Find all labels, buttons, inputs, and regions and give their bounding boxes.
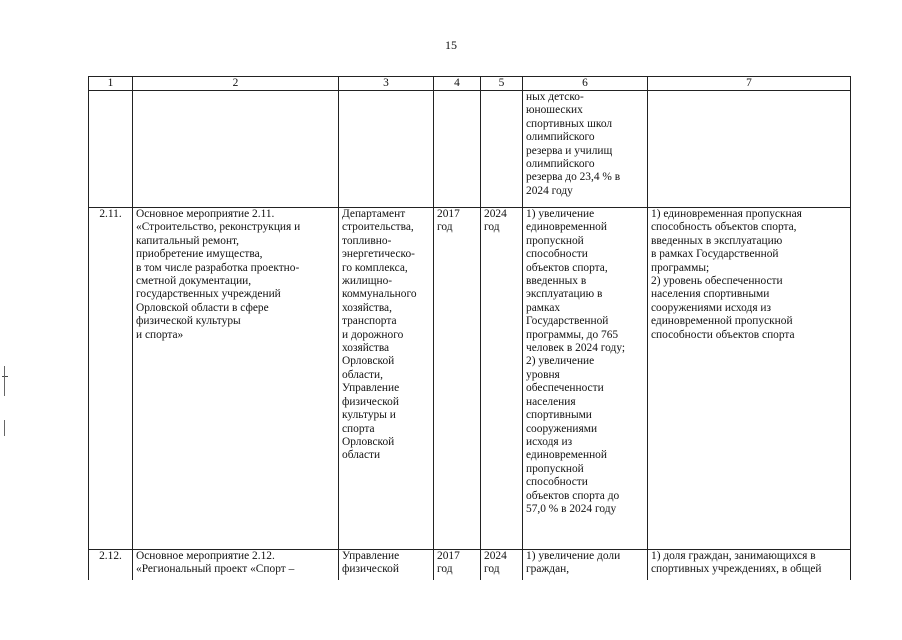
margin-mark	[2, 376, 8, 377]
column-number-row	[89, 77, 851, 91]
measure-name-cell: Основное мероприятие 2.12. «Региональный проект «Спорт –	[133, 550, 339, 610]
column-number: 3	[339, 77, 434, 91]
executor-cell: Департамент строительства, топливно- энергетическо- го комплекса, жилищно- коммунального хозяйства, транспорта и дорожного хозяйства Орловской области, Управление физической культуры и спорта Орловской области	[339, 208, 434, 550]
measure-name-cell	[133, 91, 339, 208]
row-number-cell	[89, 91, 133, 208]
page-number: 15	[445, 38, 457, 52]
expected-result-cell: 1) увеличение доли граждан,	[523, 550, 648, 610]
executor-cell: Управление физической	[339, 550, 434, 610]
end-year-cell: 2024 год	[481, 208, 523, 550]
row-number-cell: 2.11.	[89, 208, 133, 550]
executor-cell	[339, 91, 434, 208]
end-year-cell: 2024 год	[481, 550, 523, 610]
margin-tick	[4, 366, 5, 396]
table-row	[89, 208, 851, 550]
table-row	[89, 91, 851, 208]
end-year-cell	[481, 91, 523, 208]
column-number: 4	[434, 77, 481, 91]
column-number: 6	[523, 77, 648, 91]
expected-result-cell: ных детско- юношеских спортивных школ олимпийского резерва и училищ олимпийского резерва до 23,4 % в 2024 году	[523, 91, 648, 208]
column-number: 2	[133, 77, 339, 91]
row-number-cell: 2.12.	[89, 550, 133, 610]
column-number: 1	[89, 77, 133, 91]
start-year-cell	[434, 91, 481, 208]
indicator-cell: 1) единовременная пропускная способность объектов спорта, введенных в эксплуатацию в рамках Государственной программы; 2) уровень обеспеченности населения спортивными сооружениями исходя из единовременной пропускной способности объектов спорта	[648, 208, 851, 550]
start-year-cell: 2017 год	[434, 550, 481, 610]
page-bottom-margin	[0, 580, 902, 640]
column-number: 7	[648, 77, 851, 91]
expected-result-cell: 1) увеличение единовременной пропускной способности объектов спорта, введенных в эксплуатацию в рамках Государственной программы, до 765 человек в 2024 году; 2) увеличение уровня обеспеченности населения спортивными сооружениями исходя из единовременной пропускной способности объектов спорта до 57,0 % в 2024 году	[523, 208, 648, 550]
column-number: 5	[481, 77, 523, 91]
measure-name-cell: Основное мероприятие 2.11. «Строительство, реконструкция и капитальный ремонт, приобретение имущества, в том числе разработка проектно- сметной документации, государственных учреждений Орловской области в сфере физической культуры и спорта»	[133, 208, 339, 550]
indicator-cell: 1) доля граждан, занимающихся в спортивных учреждениях, в общей	[648, 550, 851, 610]
margin-tick	[4, 420, 5, 436]
start-year-cell: 2017 год	[434, 208, 481, 550]
program-table	[88, 76, 851, 610]
indicator-cell	[648, 91, 851, 208]
